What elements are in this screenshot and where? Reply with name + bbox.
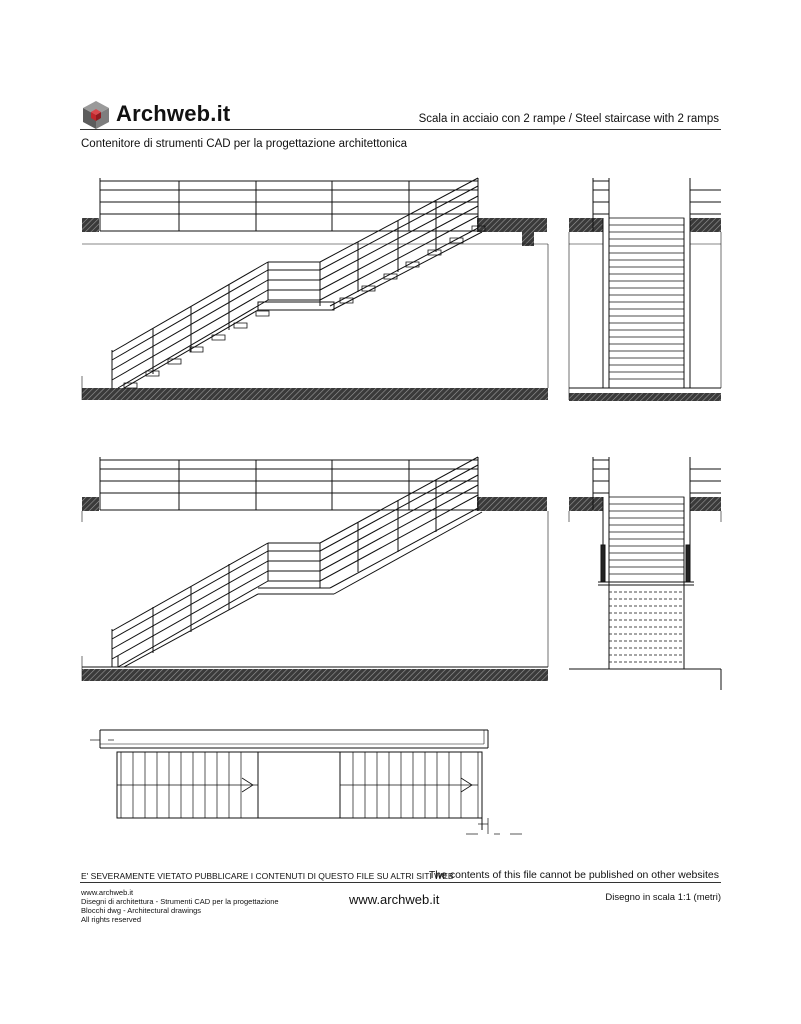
- side-view-top: [569, 178, 721, 401]
- side-view-middle: [569, 457, 721, 690]
- drawing-title: Scala in acciaio con 2 rampe / Steel staircase with 2 ramps: [418, 113, 719, 125]
- scale-note: Disegno in scala 1:1 (metri): [605, 892, 721, 903]
- footer-line: Disegni di architettura - Strumenti CAD per la progettazione: [81, 897, 279, 906]
- elevation-top-left: [82, 178, 548, 400]
- elevation-middle-left: [82, 457, 548, 681]
- copyright-warning-english: The contents of this file cannot be published on other websites: [428, 869, 719, 881]
- copyright-warning-italian: E' SEVERAMENTE VIETATO PUBBLICARE I CONTENUTI DI QUESTO FILE SU ALTRI SITI WEB: [81, 871, 454, 881]
- plan-view: [90, 730, 522, 834]
- footer-info: [81, 888, 279, 924]
- brand-name: Archweb.it: [116, 101, 231, 126]
- footer-line: Blocchi dwg - Architectural drawings: [81, 906, 202, 915]
- drawing-subtitle: Contenitore di strumenti CAD per la progettazione architettonica: [81, 138, 408, 150]
- footer-website-link[interactable]: www.archweb.it: [349, 892, 440, 907]
- footer-line: www.archweb.it: [81, 888, 134, 897]
- footer-divider: [80, 882, 721, 883]
- footer-line: All rights reserved: [81, 915, 142, 924]
